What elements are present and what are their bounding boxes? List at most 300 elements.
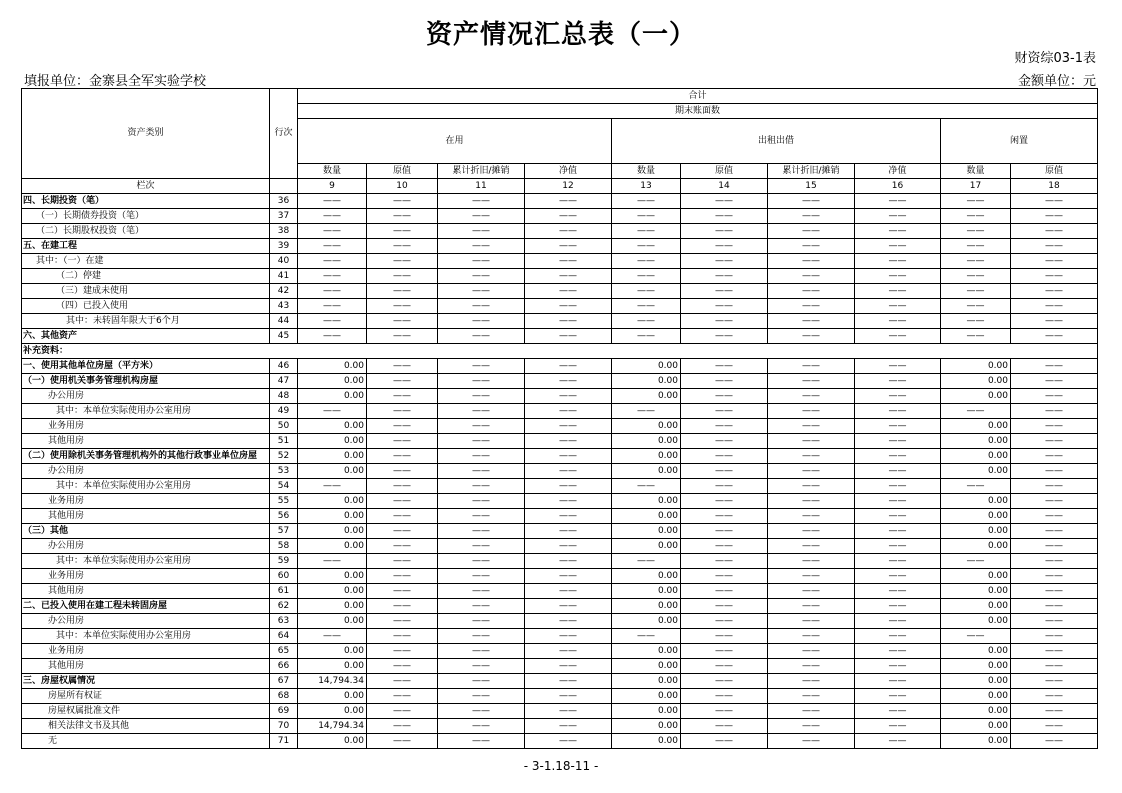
value-cell: —— [681, 704, 768, 719]
value-cell: —— [367, 404, 438, 419]
value-cell: —— [438, 509, 525, 524]
row-number: 50 [270, 419, 298, 434]
value-cell: —— [298, 239, 367, 254]
value-cell: —— [1011, 194, 1098, 209]
value-cell: —— [941, 194, 1011, 209]
value-cell: —— [855, 464, 941, 479]
header-in-use: 在用 [298, 119, 612, 164]
header-net: 净值 [525, 164, 612, 179]
value-cell: —— [438, 734, 525, 749]
value-cell: 0.00 [298, 509, 367, 524]
value-cell: —— [681, 719, 768, 734]
row-number: 70 [270, 719, 298, 734]
value-cell: —— [525, 719, 612, 734]
row-label: 其中：未转固年限大于6个月 [22, 314, 270, 329]
value-cell: —— [438, 689, 525, 704]
value-cell: —— [1011, 404, 1098, 419]
value-cell: —— [855, 194, 941, 209]
value-cell: —— [855, 299, 941, 314]
row-number: 63 [270, 614, 298, 629]
value-cell: —— [768, 419, 855, 434]
table-row [22, 584, 1098, 599]
value-cell: 0.00 [941, 509, 1011, 524]
table-row [22, 194, 1098, 209]
value-cell: —— [612, 269, 681, 284]
column-number: 12 [525, 179, 612, 194]
value-cell: —— [681, 314, 768, 329]
row-number: 61 [270, 584, 298, 599]
value-cell: —— [525, 734, 612, 749]
value-cell: —— [298, 314, 367, 329]
value-cell: —— [768, 209, 855, 224]
header-net: 净值 [855, 164, 941, 179]
value-cell: —— [525, 299, 612, 314]
row-label: 业务用房 [22, 569, 270, 584]
table-row [22, 524, 1098, 539]
value-cell: —— [438, 239, 525, 254]
value-cell: —— [367, 614, 438, 629]
value-cell: 0.00 [941, 719, 1011, 734]
value-cell: —— [1011, 419, 1098, 434]
value-cell: 0.00 [298, 689, 367, 704]
value-cell: —— [1011, 389, 1098, 404]
value-cell: —— [855, 404, 941, 419]
row-label: 其中：本单位实际使用办公室用房 [22, 629, 270, 644]
value-cell: —— [1011, 434, 1098, 449]
value-cell: —— [367, 284, 438, 299]
value-cell: —— [855, 644, 941, 659]
value-cell: —— [525, 314, 612, 329]
value-cell: —— [367, 464, 438, 479]
value-cell: 0.00 [298, 659, 367, 674]
row-number: 56 [270, 509, 298, 524]
value-cell: —— [367, 689, 438, 704]
row-label: 其他用房 [22, 584, 270, 599]
value-cell: —— [525, 554, 612, 569]
value-cell: —— [438, 389, 525, 404]
value-cell: 0.00 [941, 464, 1011, 479]
row-number: 37 [270, 209, 298, 224]
value-cell: —— [1011, 719, 1098, 734]
value-cell: —— [681, 674, 768, 689]
value-cell: —— [438, 599, 525, 614]
value-cell: 0.00 [298, 419, 367, 434]
value-cell: —— [612, 299, 681, 314]
header-depreciation: 累计折旧/摊销 [768, 164, 855, 179]
value-cell: —— [941, 329, 1011, 344]
value-cell: —— [768, 629, 855, 644]
value-cell: —— [681, 434, 768, 449]
value-cell: —— [612, 194, 681, 209]
row-label: 补充资料： [22, 344, 1098, 359]
table-row [22, 599, 1098, 614]
value-cell: —— [525, 374, 612, 389]
header-idle: 闲置 [941, 119, 1098, 164]
value-cell: 0.00 [941, 674, 1011, 689]
value-cell: —— [855, 569, 941, 584]
value-cell: —— [855, 494, 941, 509]
value-cell: 0.00 [612, 674, 681, 689]
value-cell: —— [367, 434, 438, 449]
value-cell: —— [367, 254, 438, 269]
row-label: （三）其他 [22, 524, 270, 539]
value-cell: 0.00 [298, 374, 367, 389]
value-cell: —— [855, 674, 941, 689]
header-leased: 出租出借 [612, 119, 941, 164]
table-row [22, 494, 1098, 509]
value-cell: —— [768, 734, 855, 749]
value-cell: 0.00 [612, 734, 681, 749]
value-cell: —— [855, 479, 941, 494]
value-cell: —— [367, 374, 438, 389]
value-cell: —— [681, 569, 768, 584]
value-cell: —— [681, 359, 768, 374]
table-row [22, 704, 1098, 719]
value-cell: —— [1011, 629, 1098, 644]
value-cell: —— [855, 614, 941, 629]
value-cell: —— [438, 584, 525, 599]
value-cell: —— [681, 539, 768, 554]
table-row [22, 734, 1098, 749]
value-cell: —— [768, 719, 855, 734]
value-cell: —— [768, 314, 855, 329]
value-cell: —— [1011, 269, 1098, 284]
value-cell: —— [438, 524, 525, 539]
value-cell: 0.00 [612, 584, 681, 599]
header-row-no: 行次 [270, 89, 298, 179]
row-number: 58 [270, 539, 298, 554]
value-cell: —— [525, 434, 612, 449]
value-cell: 0.00 [941, 689, 1011, 704]
row-label: 其中：本单位实际使用办公室用房 [22, 404, 270, 419]
value-cell: —— [367, 704, 438, 719]
value-cell: —— [438, 254, 525, 269]
value-cell: —— [768, 674, 855, 689]
reporting-unit: 填报单位：金寨县全军实验学校 [24, 74, 207, 89]
row-number: 67 [270, 674, 298, 689]
value-cell: —— [941, 224, 1011, 239]
column-number: 15 [768, 179, 855, 194]
value-cell: —— [438, 194, 525, 209]
row-label: （三）建成未使用 [22, 284, 270, 299]
value-cell: 0.00 [298, 524, 367, 539]
column-number: 16 [855, 179, 941, 194]
value-cell: —— [1011, 539, 1098, 554]
value-cell: 0.00 [298, 359, 367, 374]
value-cell: —— [438, 719, 525, 734]
value-cell: 0.00 [941, 704, 1011, 719]
value-cell: —— [1011, 614, 1098, 629]
value-cell: —— [681, 239, 768, 254]
value-cell: —— [1011, 704, 1098, 719]
value-cell: —— [1011, 464, 1098, 479]
value-cell: —— [438, 629, 525, 644]
value-cell: —— [855, 314, 941, 329]
value-cell: 0.00 [941, 389, 1011, 404]
value-cell: —— [768, 449, 855, 464]
value-cell: —— [438, 209, 525, 224]
row-number: 62 [270, 599, 298, 614]
value-cell: —— [438, 299, 525, 314]
value-cell: —— [768, 269, 855, 284]
value-cell: —— [438, 674, 525, 689]
value-cell: —— [612, 314, 681, 329]
value-cell: —— [612, 329, 681, 344]
table-row [22, 239, 1098, 254]
row-number: 53 [270, 464, 298, 479]
value-cell: —— [438, 554, 525, 569]
value-cell: —— [1011, 494, 1098, 509]
value-cell: —— [367, 194, 438, 209]
value-cell: —— [525, 524, 612, 539]
column-number: 14 [681, 179, 768, 194]
table-row [22, 659, 1098, 674]
value-cell: —— [681, 494, 768, 509]
value-cell: —— [681, 644, 768, 659]
header-original: 原值 [367, 164, 438, 179]
value-cell: —— [367, 659, 438, 674]
value-cell: 0.00 [612, 689, 681, 704]
value-cell: —— [438, 419, 525, 434]
value-cell: —— [681, 464, 768, 479]
value-cell: —— [525, 224, 612, 239]
value-cell: —— [681, 389, 768, 404]
value-cell: —— [768, 539, 855, 554]
value-cell: —— [438, 479, 525, 494]
row-number: 52 [270, 449, 298, 464]
table-row [22, 359, 1098, 374]
value-cell: —— [768, 359, 855, 374]
value-cell: —— [612, 254, 681, 269]
value-cell: —— [367, 524, 438, 539]
value-cell: —— [612, 239, 681, 254]
value-cell: —— [855, 509, 941, 524]
value-cell: —— [1011, 299, 1098, 314]
table-row [22, 689, 1098, 704]
row-number: 69 [270, 704, 298, 719]
row-label: （一）长期债券投资（笔） [22, 209, 270, 224]
value-cell: —— [612, 404, 681, 419]
header-original: 原值 [681, 164, 768, 179]
value-cell: 0.00 [941, 434, 1011, 449]
value-cell: —— [438, 314, 525, 329]
value-cell: —— [438, 449, 525, 464]
value-cell: —— [768, 254, 855, 269]
value-cell: 0.00 [298, 734, 367, 749]
value-cell: —— [855, 239, 941, 254]
value-cell: —— [525, 329, 612, 344]
row-number: 44 [270, 314, 298, 329]
value-cell: —— [298, 554, 367, 569]
value-cell: —— [1011, 569, 1098, 584]
row-number: 40 [270, 254, 298, 269]
value-cell: —— [525, 269, 612, 284]
value-cell: —— [525, 539, 612, 554]
value-cell: —— [525, 599, 612, 614]
header-quantity: 数量 [941, 164, 1011, 179]
row-number: 46 [270, 359, 298, 374]
row-number: 47 [270, 374, 298, 389]
value-cell: —— [438, 539, 525, 554]
row-number: 66 [270, 659, 298, 674]
value-cell: —— [298, 194, 367, 209]
value-cell: —— [681, 224, 768, 239]
row-label: 其他用房 [22, 434, 270, 449]
value-cell: 0.00 [612, 509, 681, 524]
column-number-blank [270, 179, 298, 194]
value-cell: —— [525, 479, 612, 494]
value-cell: —— [941, 254, 1011, 269]
value-cell: —— [438, 329, 525, 344]
value-cell: —— [1011, 659, 1098, 674]
row-label: 房屋权属批准文件 [22, 704, 270, 719]
value-cell: —— [1011, 224, 1098, 239]
row-number: 65 [270, 644, 298, 659]
value-cell: —— [367, 419, 438, 434]
value-cell: —— [768, 659, 855, 674]
table-row [22, 449, 1098, 464]
table-row [22, 719, 1098, 734]
row-number: 48 [270, 389, 298, 404]
row-number: 41 [270, 269, 298, 284]
value-cell: 0.00 [612, 464, 681, 479]
value-cell: —— [612, 224, 681, 239]
table-row [22, 284, 1098, 299]
value-cell: —— [855, 254, 941, 269]
value-cell: —— [438, 569, 525, 584]
row-label: 业务用房 [22, 419, 270, 434]
value-cell: —— [525, 629, 612, 644]
value-cell: —— [768, 224, 855, 239]
value-cell: —— [438, 284, 525, 299]
value-cell: —— [525, 359, 612, 374]
value-cell: —— [438, 659, 525, 674]
value-cell: —— [768, 584, 855, 599]
value-cell: —— [367, 449, 438, 464]
value-cell: —— [768, 599, 855, 614]
value-cell: —— [855, 554, 941, 569]
value-cell: —— [681, 584, 768, 599]
table-row [22, 389, 1098, 404]
value-cell: —— [681, 419, 768, 434]
value-cell: —— [438, 494, 525, 509]
value-cell: 0.00 [612, 494, 681, 509]
value-cell: —— [367, 539, 438, 554]
value-cell: —— [855, 434, 941, 449]
value-cell: —— [855, 269, 941, 284]
value-cell: —— [367, 299, 438, 314]
value-cell: —— [1011, 674, 1098, 689]
row-label: 其他用房 [22, 659, 270, 674]
value-cell: 0.00 [298, 539, 367, 554]
value-cell: —— [681, 329, 768, 344]
value-cell: —— [855, 449, 941, 464]
value-cell: —— [298, 269, 367, 284]
value-cell: —— [855, 374, 941, 389]
value-cell: —— [681, 479, 768, 494]
table-row [22, 629, 1098, 644]
row-number: 71 [270, 734, 298, 749]
value-cell: —— [681, 509, 768, 524]
value-cell: —— [525, 689, 612, 704]
value-cell: —— [768, 704, 855, 719]
header-total: 合计 [298, 89, 1098, 104]
value-cell: 14,794.34 [298, 719, 367, 734]
value-cell: —— [525, 449, 612, 464]
value-cell: —— [855, 284, 941, 299]
row-number: 57 [270, 524, 298, 539]
value-cell: —— [525, 674, 612, 689]
header-quantity: 数量 [298, 164, 367, 179]
value-cell: —— [941, 314, 1011, 329]
value-cell: —— [1011, 734, 1098, 749]
value-cell: —— [1011, 554, 1098, 569]
value-cell: 0.00 [941, 569, 1011, 584]
value-cell: —— [855, 389, 941, 404]
table-row [22, 509, 1098, 524]
value-cell: 0.00 [298, 494, 367, 509]
value-cell: —— [438, 224, 525, 239]
value-cell: —— [768, 284, 855, 299]
value-cell: —— [681, 254, 768, 269]
value-cell: —— [1011, 329, 1098, 344]
header-original: 原值 [1011, 164, 1098, 179]
value-cell: 0.00 [941, 359, 1011, 374]
value-cell: —— [612, 479, 681, 494]
value-cell: —— [681, 554, 768, 569]
value-cell: —— [367, 389, 438, 404]
row-label: 相关法律文书及其他 [22, 719, 270, 734]
value-cell: —— [768, 614, 855, 629]
value-cell: —— [367, 359, 438, 374]
row-number: 60 [270, 569, 298, 584]
value-cell: —— [855, 329, 941, 344]
header-depreciation: 累计折旧/摊销 [438, 164, 525, 179]
value-cell: 0.00 [612, 434, 681, 449]
table-row [22, 554, 1098, 569]
value-cell: 0.00 [612, 524, 681, 539]
value-cell: —— [855, 209, 941, 224]
row-label: 其中：本单位实际使用办公室用房 [22, 554, 270, 569]
value-cell: —— [681, 659, 768, 674]
value-cell: —— [438, 644, 525, 659]
value-cell: —— [612, 209, 681, 224]
value-cell: —— [438, 359, 525, 374]
row-label: 房屋所有权证 [22, 689, 270, 704]
row-label: （一）使用机关事务管理机构房屋 [22, 374, 270, 389]
value-cell: —— [768, 524, 855, 539]
value-cell: 0.00 [941, 374, 1011, 389]
value-cell: —— [855, 659, 941, 674]
header-asset-category: 资产类别 [22, 89, 270, 179]
value-cell: —— [298, 329, 367, 344]
value-cell: —— [525, 209, 612, 224]
value-cell: 0.00 [298, 569, 367, 584]
value-cell: —— [768, 374, 855, 389]
value-cell: —— [438, 404, 525, 419]
value-cell: —— [298, 224, 367, 239]
row-label: （四）已投入使用 [22, 299, 270, 314]
value-cell: —— [1011, 284, 1098, 299]
row-number: 39 [270, 239, 298, 254]
value-cell: —— [298, 299, 367, 314]
value-cell: —— [855, 524, 941, 539]
column-number: 9 [298, 179, 367, 194]
value-cell: —— [367, 584, 438, 599]
table-row [22, 644, 1098, 659]
value-cell: —— [1011, 689, 1098, 704]
value-cell: —— [525, 419, 612, 434]
